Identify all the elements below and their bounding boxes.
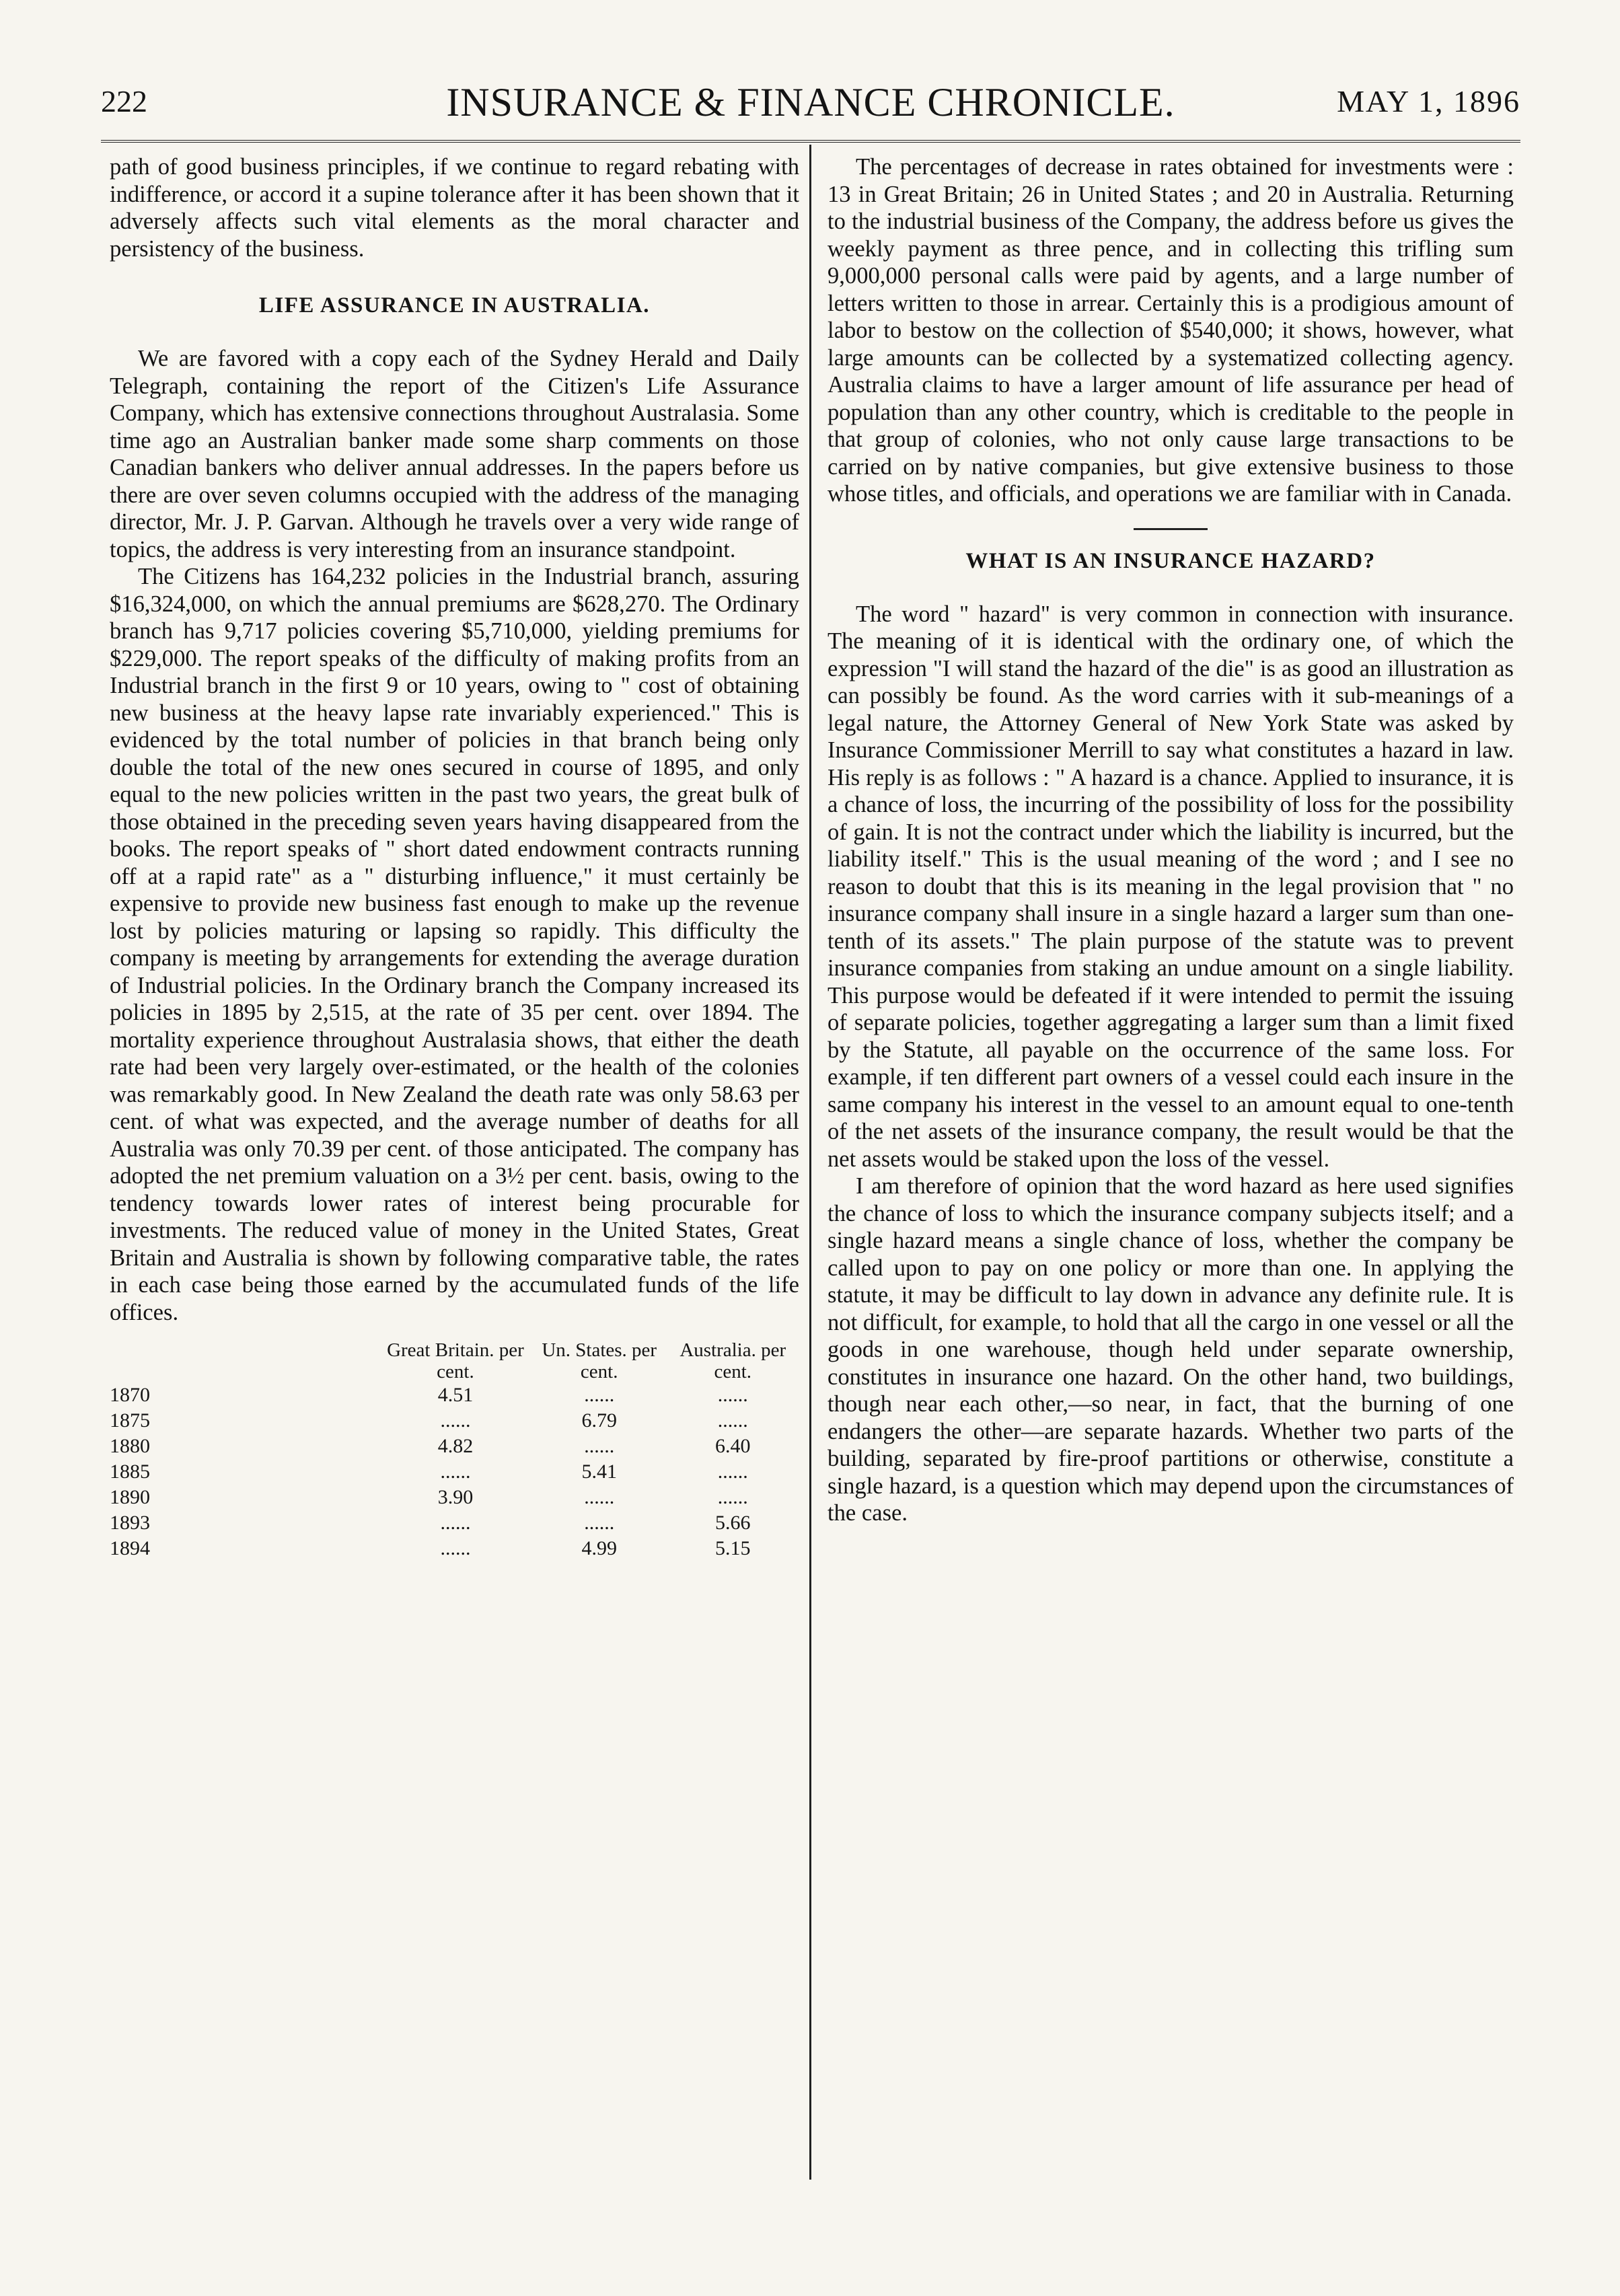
- table-cell-year: 1890: [110, 1486, 150, 1508]
- continued-paragraph: path of good business principles, if we continue to regard rebating with indifference, or accord it a supine tolerance after it has been shown that it adversely affects such vital elements as the moral character and persistency of the business.: [110, 154, 799, 262]
- table-cell-rate: ......: [717, 1384, 748, 1406]
- table-cell-rate: ......: [584, 1486, 615, 1508]
- table-cell-year: 1885: [110, 1460, 150, 1483]
- table-cell-rate: ......: [584, 1435, 615, 1457]
- table-cell-year: 1880: [110, 1435, 150, 1457]
- table-cell-rate: ......: [717, 1460, 748, 1483]
- continued-paragraph: The percentages of decrease in rates obtained for investments were : 13 in Great Britain; 26 in United States ; and 20 in Australia. Returning to the industrial business of the Company, the address before us gives the weekly payment as three pence, and in collecting this trifling sum 9,000,000 personal calls were paid by agents, and a large number of letters written to those in arrear. Certainly this is a prodigious amount of labor to bestow on the collection of $540,000; it shows, however, what large amounts can be collected by a systematized collecting agency. Australia claims to have a larger amount of life assurance per head of population than any other country, which is creditable to the people in that group of colonies, who not only cause large transactions to be carried on by native companies, but give extensive business to those whose titles, and officials, and operations we are familiar with in Canada.: [827, 154, 1514, 507]
- table-cell-rate: 5.15: [714, 1537, 751, 1559]
- page-header: [101, 74, 1520, 139]
- article-paragraph: I am therefore of opinion that the word hazard as here used signifies the chance of loss to which the insurance company subjects itself; and a single hazard means a single chance of loss, whether the company be called upon to pay on one policy or more than one. In applying the statute, it may be difficult to lay down in advance any definite rule. It is not difficult, for example, to hold that all the cargo in one vessel or all the goods in one warehouse, though held under separate ownership, constitutes in insurance one hazard. On the other hand, two buildings, though near each other,—so near, in fact, that the burning of one endangers the other—are separate hazards. Whether two parts of the building, separated by fire-proof partitions or otherwise, constitute a single hazard, is a question which may depend upon the circumstances of the case.: [827, 1173, 1514, 1526]
- table-row: [110, 1382, 799, 1408]
- table-cell-rate: 4.82: [437, 1435, 474, 1457]
- table-cell-rate: ......: [440, 1409, 471, 1432]
- issue-date: MAY 1, 1896: [1337, 84, 1520, 118]
- table-row: [110, 1408, 799, 1434]
- table-header: Australia. per cent.: [679, 1339, 786, 1382]
- table-cell-rate: ......: [440, 1460, 471, 1483]
- interest-rates-table: [110, 1339, 799, 1561]
- table-cell-rate: ......: [584, 1384, 615, 1406]
- table-cell-rate: 5.41: [581, 1460, 617, 1483]
- table-cell-rate: ......: [584, 1512, 615, 1534]
- table-row: [110, 1485, 799, 1510]
- section-divider: [1134, 528, 1208, 530]
- table-cell-rate: 6.40: [714, 1435, 751, 1457]
- table-cell-rate: 5.66: [714, 1512, 751, 1534]
- table-cell-rate: ......: [440, 1512, 471, 1534]
- table-row: [110, 1434, 799, 1459]
- header-rule: [101, 140, 1520, 143]
- table-header: Un. States. per cent.: [542, 1339, 657, 1382]
- table-cell-rate: ......: [440, 1537, 471, 1559]
- table-cell-year: 1893: [110, 1512, 150, 1534]
- table-cell-year: 1870: [110, 1384, 150, 1406]
- table-header-row: [110, 1339, 799, 1382]
- table-cell-rate: ......: [717, 1486, 748, 1508]
- article-heading-life-assurance: LIFE ASSURANCE IN AUSTRALIA.: [258, 293, 651, 318]
- right-column: [827, 153, 1514, 1527]
- table-cell-rate: 4.99: [581, 1537, 617, 1559]
- table-header: Great Britain. per cent.: [387, 1339, 524, 1382]
- table-cell-rate: 6.79: [581, 1409, 617, 1432]
- article-heading-insurance-hazard: WHAT IS AN INSURANCE HAZARD?: [965, 548, 1376, 573]
- table-header: [110, 1339, 379, 1382]
- table-cell-rate: 3.90: [437, 1486, 474, 1508]
- left-column: [110, 153, 799, 1561]
- article-paragraph: The Citizens has 164,232 policies in the Industrial branch, assuring $16,324,000, on which the annual premiums are $628,270. The Ordinary branch has 9,717 policies covering $5,710,000, yielding premiums for $229,000. The report speaks of the difficulty of making profits from an Industrial branch in the first 9 or 10 years, owing to " cost of obtaining new business at the heavy lapse rate invariably experienced." This is evidenced by the total number of policies in that branch being only double the total of the new ones secured in course of 1895, and only equal to the new policies written in the past two years, the great bulk of those obtained in the preceding seven years having disappeared from the books. The report speaks of " short dated endowment contracts running off at a rapid rate" as a " disturbing influence," it must certainly be expensive to provide new business fast enough to make up the revenue lost by policies maturing or lapsing so rapidly. This difficulty the company is meeting by arrangements for extending the average duration of Industrial policies. In the Ordinary branch the Company increased its policies in 1895 by 2,515, at the rate of 35 per cent. over 1894. The mortality experience throughout Australasia shows, that either the death rate had been very largely over-estimated, or the health of the colonies was remarkably good. In New Zealand the death rate was only 58.63 per cent. of what was expected, and the average number of deaths for all Australia was only 70.39 per cent. of those anticipated. The company has adopted the net premium valuation on a 3½ per cent. basis, owing to the tendency towards lower rates of interest being procurable for investments. The reduced value of money in the United States, Great Britain and Australia is shown by following comparative table, the rates in each case being those earned by the accumulated funds of the life offices.: [110, 564, 799, 1325]
- table-row: [110, 1459, 799, 1485]
- article-paragraph: The word " hazard" is very common in connection with insurance. The meaning of it is identical with the ordinary one, of which the expression "I will stand the hazard of the die" is as good an illustration as can possibly be found. As the word carries with it sub-meanings of a legal nature, the Attorney General of New York State was asked by Insurance Commissioner Merrill to say what constitutes a hazard in law. His reply is as follows : " A hazard is a chance. Applied to insurance, it is a chance of loss, the incurring of the possibility of loss for the possibility of gain. It is not the contract under which the liability is incurred, but the liability itself." This is the usual meaning of the word ; and I see no reason to doubt that this is its meaning in the legal provision that " no insurance company shall insure in a single hazard a larger sum than one-tenth of its assets." The plain purpose of the statute was to prevent insurance companies from staking an undue amount on a single liability. This purpose would be defeated if it were intended to permit the issuing of separate policies, together aggregating a larger sum than a limit fixed by the Statute, all payable on the occurrence of the same loss. For example, if ten different part owners of a vessel could each insure in the same company his interest in the vessel to an amount equal to one-tenth of the net assets of the insurance company, the result would be that the net assets would be staked upon the loss of the vessel.: [827, 601, 1514, 1172]
- table-cell-year: 1894: [110, 1537, 150, 1559]
- article-paragraph: We are favored with a copy each of the Sydney Herald and Daily Telegraph, containing the report of the Citizen's Life Assurance Company, which has extensive connections throughout Australasia. Some time ago an Australian banker made some sharp comments on those Canadian bankers who deliver annual addresses. In the papers before us there are over seven columns occupied with the address of the managing director, Mr. J. P. Garvan. Although he travels over a very wide range of topics, the address is very interesting from an insurance standpoint.: [110, 346, 799, 562]
- table-row: [110, 1510, 799, 1536]
- column-divider: [809, 145, 811, 2180]
- table-row: [110, 1536, 799, 1561]
- page-number: 222: [101, 84, 147, 118]
- table-cell-rate: ......: [717, 1409, 748, 1432]
- table-cell-rate: 4.51: [437, 1384, 474, 1406]
- table-cell-year: 1875: [110, 1409, 150, 1432]
- journal-title: INSURANCE & FINANCE CHRONICLE.: [446, 80, 1175, 124]
